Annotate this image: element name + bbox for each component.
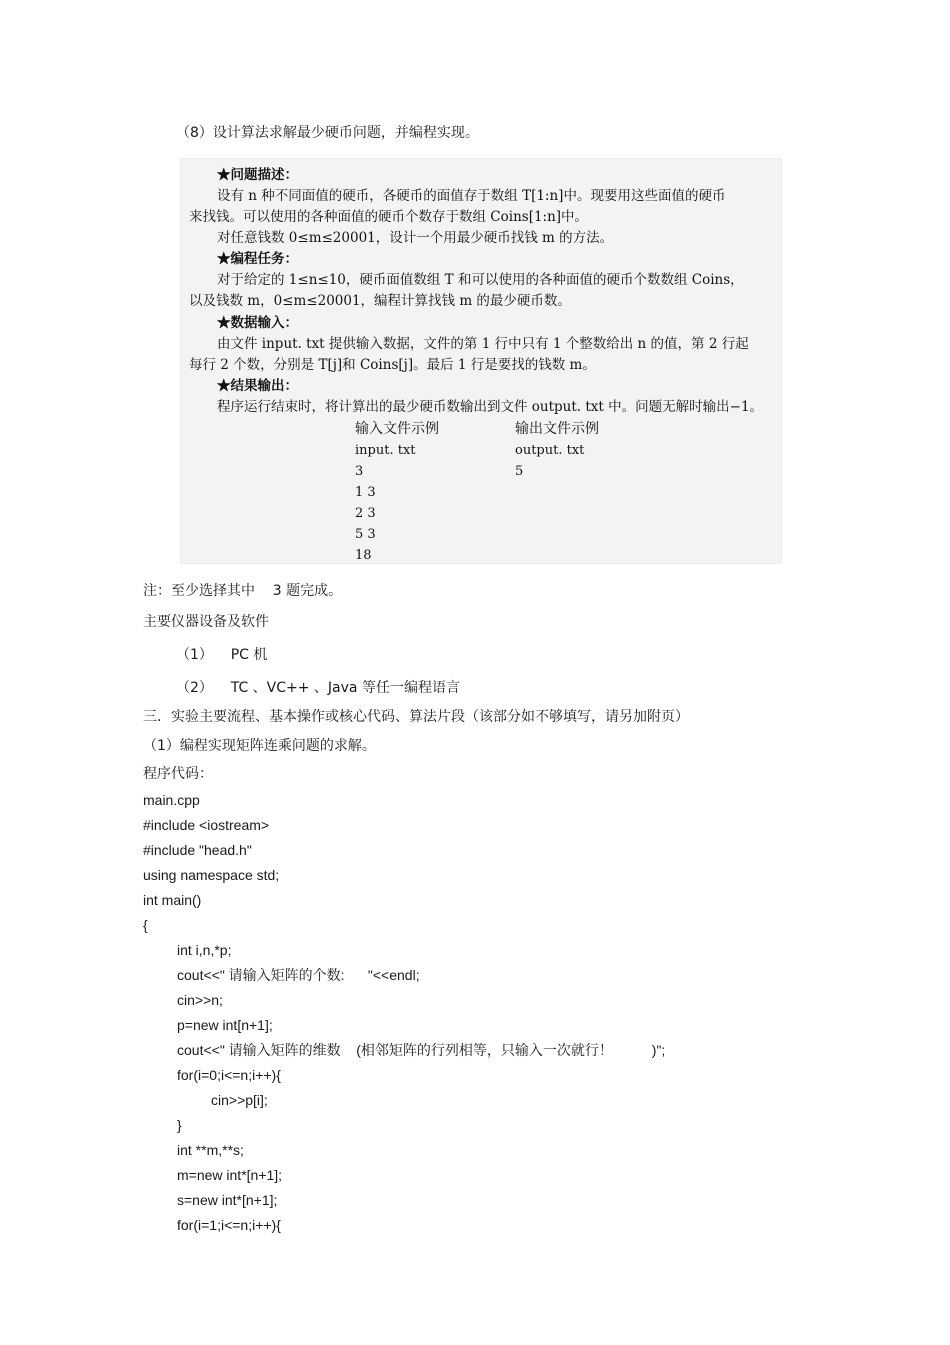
data-input-line-2: 每行 2 个数，分别是 T[j]和 Coins[j]。最后 1 行是要找的钱数 m。 xyxy=(189,357,596,373)
input-example-line: input. txt xyxy=(355,443,416,458)
input-example-line: 2 3 xyxy=(355,506,376,521)
result-output-line-1: 程序运行结束时，将计算出的最少硬币数输出到文件 output. txt 中。问题无解时输出−1。 xyxy=(217,399,764,415)
output-example-header: 输出文件示例 xyxy=(515,421,599,437)
programming-task-line-2: 以及钱数 m，0≤m≤20001，编程计算找钱 m 的最少硬币数。 xyxy=(189,293,571,309)
input-example-line: 5 3 xyxy=(355,527,376,542)
code-line: p=new int[n+1]; xyxy=(177,1017,273,1033)
code-line: cout<<" 请输入矩阵的个数: "<<endl; xyxy=(177,967,420,983)
code-line: } xyxy=(177,1117,182,1133)
equipment-item-1: （1） PC 机 xyxy=(176,647,268,663)
code-line: main.cpp xyxy=(143,792,200,808)
code-line: int **m,**s; xyxy=(177,1142,244,1158)
programming-task-heading: ★编程任务： xyxy=(217,251,298,267)
scanned-problem-image xyxy=(180,158,782,564)
problem-description-heading: ★问题描述： xyxy=(217,167,298,183)
code-line: int main() xyxy=(143,892,202,908)
code-line: for(i=0;i<=n;i++){ xyxy=(177,1067,281,1083)
input-example-line: 18 xyxy=(355,548,372,563)
task-title: （8）设计算法求解最少硬币问题，并编程实现。 xyxy=(176,125,479,141)
problem-description-line-1: 设有 n 种不同面值的硬币，各硬币的面值存于数组 T[1:n]中。现要用这些面值的硬币 xyxy=(217,188,726,204)
result-output-heading: ★结果输出： xyxy=(217,378,298,394)
input-example-column xyxy=(355,419,439,566)
code-line: #include <iostream> xyxy=(143,817,270,833)
code-line: m=new int*[n+1]; xyxy=(177,1167,283,1183)
equipment-title: 主要仪器设备及软件 xyxy=(143,614,269,630)
output-example-line: output. txt xyxy=(515,443,585,458)
problem-description-line-2: 来找钱。可以使用的各种面值的硬币个数存于数组 Coins[1:n]中。 xyxy=(189,209,589,225)
code-line: using namespace std; xyxy=(143,867,280,883)
input-example-line: 1 3 xyxy=(355,485,376,500)
code-line: int i,n,*p; xyxy=(177,942,232,958)
code-line: #include "head.h" xyxy=(143,842,252,858)
input-example-line: 3 xyxy=(355,464,364,479)
note: 注：至少选择其中 3 题完成。 xyxy=(143,583,343,599)
code-line: s=new int*[n+1]; xyxy=(177,1192,278,1208)
output-example-column xyxy=(515,419,599,482)
problem-description-line-3: 对任意钱数 0≤m≤20001，设计一个用最少硬币找钱 m 的方法。 xyxy=(217,230,614,246)
code-line: { xyxy=(143,917,148,933)
code-line: cin>>n; xyxy=(177,992,223,1008)
code-line: cin>>p[i]; xyxy=(211,1092,268,1108)
code-line: for(i=1;i<=n;i++){ xyxy=(177,1217,281,1233)
programming-task-line-1: 对于给定的 1≤n≤10，硬币面值数组 T 和可以使用的各种面值的硬币个数数组 Coins， xyxy=(217,272,744,288)
data-input-line-1: 由文件 input. txt 提供输入数据，文件的第 1 行中只有 1 个整数给出 n 的值，第 2 行起 xyxy=(217,336,749,352)
output-example-line: 5 xyxy=(515,464,524,479)
input-example-header: 输入文件示例 xyxy=(355,421,439,437)
subsection-1-title: （1）编程实现矩阵连乘问题的求解。 xyxy=(143,738,376,754)
section-3-heading: 三．实验主要流程、基本操作或核心代码、算法片段（该部分如不够填写，请另加附页） xyxy=(143,709,689,725)
data-input-heading: ★数据输入： xyxy=(217,315,298,331)
code-label: 程序代码： xyxy=(143,766,213,782)
code-line: cout<<" 请输入矩阵的维数 (相邻矩阵的行列相等，只输入一次就行！ )"; xyxy=(177,1042,666,1058)
equipment-item-2: （2） TC 、VC++ 、Java 等任一编程语言 xyxy=(176,680,460,696)
